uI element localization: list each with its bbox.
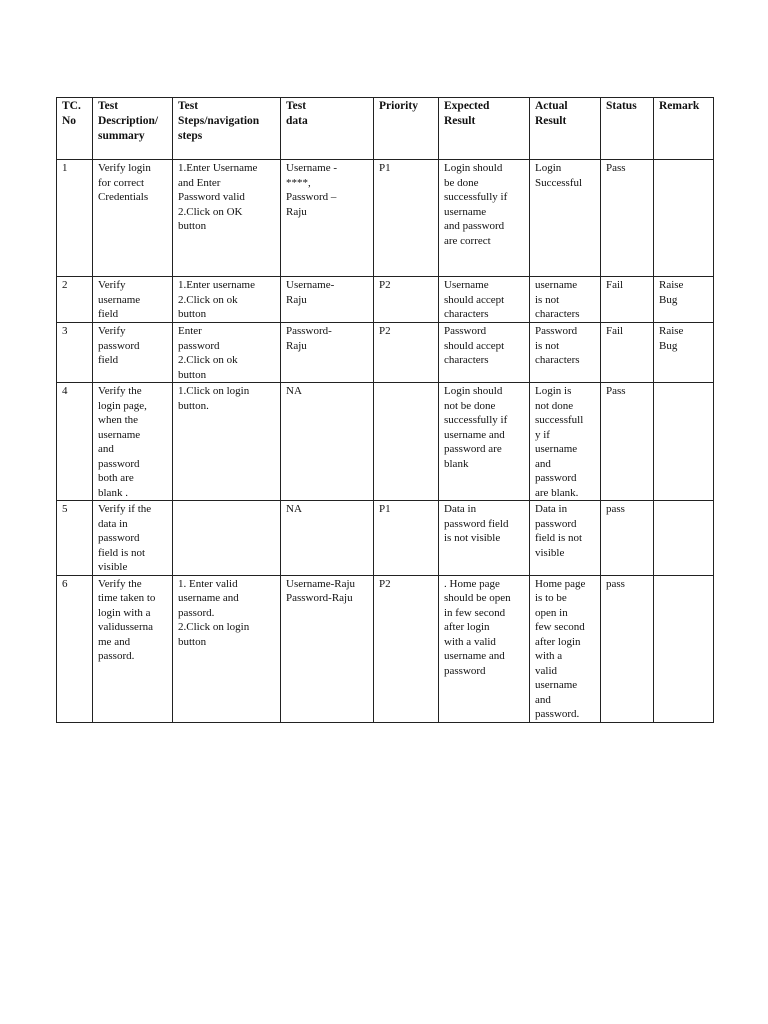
cell-priority: P1 (374, 501, 439, 576)
test-case-table (56, 97, 714, 723)
cell-description: Verify the time taken to login with a validusserna me and passord. (93, 575, 173, 722)
cell-tc-no: 5 (57, 501, 93, 576)
cell-status: Fail (601, 323, 654, 383)
cell-actual: Home page is to be open in few second after login with a valid username and password. (530, 575, 601, 722)
header-tc-no: TC. No (57, 98, 93, 160)
cell-tc-no: 6 (57, 575, 93, 722)
cell-remark (654, 501, 714, 576)
header-priority: Priority (374, 98, 439, 160)
cell-test-data: Username- Raju (281, 277, 374, 323)
cell-description: Verify username field (93, 277, 173, 323)
cell-tc-no: 4 (57, 383, 93, 501)
cell-expected: . Home page should be open in few second after login with a valid username and password (439, 575, 530, 722)
table-header-row (57, 98, 714, 160)
cell-expected: Username should accept characters (439, 277, 530, 323)
cell-expected: Password should accept characters (439, 323, 530, 383)
table-row (57, 160, 714, 277)
cell-expected: Login should be done successfully if username and password are correct (439, 160, 530, 277)
cell-expected: Login should not be done successfully if username and password are blank (439, 383, 530, 501)
table-row (57, 277, 714, 323)
cell-remark (654, 383, 714, 501)
cell-remark: Raise Bug (654, 277, 714, 323)
header-actual-result: Actual Result (530, 98, 601, 160)
cell-test-data: Username - ****, Password – Raju (281, 160, 374, 277)
table-row (57, 323, 714, 383)
cell-test-data: NA (281, 383, 374, 501)
cell-actual: Login Successful (530, 160, 601, 277)
cell-priority: P2 (374, 277, 439, 323)
table-row (57, 501, 714, 576)
header-status: Status (601, 98, 654, 160)
cell-description: Verify password field (93, 323, 173, 383)
header-test-description: Test Description/ summary (93, 98, 173, 160)
table-row (57, 575, 714, 722)
cell-steps: 1. Enter valid username and passord. 2.Click on login button (173, 575, 281, 722)
cell-actual: username is not characters (530, 277, 601, 323)
cell-expected: Data in password field is not visible (439, 501, 530, 576)
cell-status: Fail (601, 277, 654, 323)
cell-steps (173, 501, 281, 576)
cell-steps: 1.Click on login button. (173, 383, 281, 501)
cell-priority (374, 383, 439, 501)
cell-remark: Raise Bug (654, 323, 714, 383)
cell-actual: Data in password field is not visible (530, 501, 601, 576)
cell-status: Pass (601, 383, 654, 501)
cell-description: Verify login for correct Credentials (93, 160, 173, 277)
cell-test-data: Password- Raju (281, 323, 374, 383)
cell-tc-no: 1 (57, 160, 93, 277)
cell-actual: Login is not done successfull y if username and password are blank. (530, 383, 601, 501)
cell-remark (654, 575, 714, 722)
cell-test-data: Username-Raju Password-Raju (281, 575, 374, 722)
cell-remark (654, 160, 714, 277)
cell-tc-no: 3 (57, 323, 93, 383)
cell-description: Verify the login page, when the username and password both are blank . (93, 383, 173, 501)
cell-status: pass (601, 575, 654, 722)
cell-status: Pass (601, 160, 654, 277)
cell-status: pass (601, 501, 654, 576)
cell-priority: P2 (374, 575, 439, 722)
cell-steps: 1.Enter username 2.Click on ok button (173, 277, 281, 323)
cell-tc-no: 2 (57, 277, 93, 323)
cell-test-data: NA (281, 501, 374, 576)
cell-priority: P1 (374, 160, 439, 277)
cell-steps: 1.Enter Username and Enter Password valid 2.Click on OK button (173, 160, 281, 277)
cell-steps: Enter password 2.Click on ok button (173, 323, 281, 383)
table-row (57, 383, 714, 501)
cell-priority: P2 (374, 323, 439, 383)
cell-actual: Password is not characters (530, 323, 601, 383)
header-expected-result: Expected Result (439, 98, 530, 160)
header-test-data: Test data (281, 98, 374, 160)
header-test-steps: Test Steps/navigation steps (173, 98, 281, 160)
cell-description: Verify if the data in password field is not visible (93, 501, 173, 576)
header-remark: Remark (654, 98, 714, 160)
